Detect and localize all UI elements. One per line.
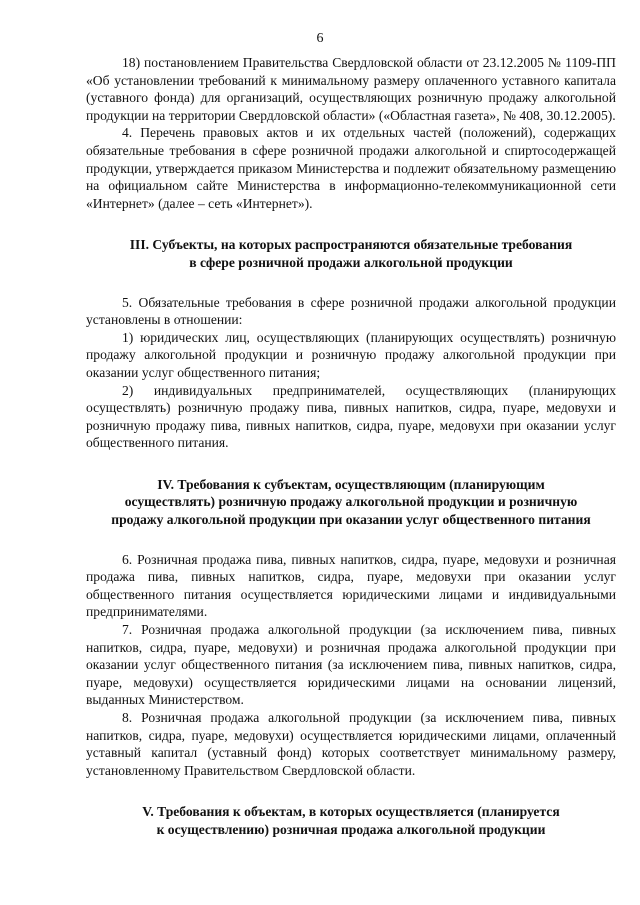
- paragraph-item-8: 8. Розничная продажа алкогольной продукции (за исключением пива, пивных напитков, сидра, пуаре, медовухи) осуществляется юридическими лицами, оплаченный уставный капитал (уставный фонд) которых соответствует минимальному размеру, установленному Правительством Свердловской области.: [86, 710, 616, 778]
- paragraph-item-6: 6. Розничная продажа пива, пивных напитков, сидра, пуаре, медовухи и розничная продажа пива, пивных напитков, сидра, пуаре, медовухи при оказании услуг общественного питания осуществляется юридическими лицами и индивидуальными предпринимателями.: [86, 551, 616, 620]
- paragraph-item-18: 18) постановлением Правительства Свердловской области от 23.12.2005 № 1109-ПП «Об установлении требований к минимальному размеру оплаченного уставного капитала (уставного фонда) для организаций, осуществляющих розничную продажу алкогольной продукции на территории Свердловской области» («Областная газета», № 408, 30.12.2005).: [86, 55, 616, 123]
- section-5-heading-line: к осуществлению) розничная продажа алкогольной продукции: [156, 821, 546, 837]
- paragraph-item-4: 4. Перечень правовых актов и их отдельных частей (положений), содержащих обязательные требования в сфере розничной продажи алкогольной и спиртосодержащей продукции, утверждается приказом Министерства и подлежит обязательному размещению на официальном сайте Министерства в информационно-телекоммуникационной сети «Интернет» (далее – сеть «Интернет»).: [86, 125, 616, 211]
- section-4-heading-line: IV. Требования к субъектам, осуществляющим (планирующим: [157, 476, 545, 492]
- section-3-heading-line: III. Субъекты, на которых распространяются обязательные требования: [129, 237, 573, 253]
- section-4-heading: [86, 476, 616, 529]
- paragraph-item-7: 7. Розничная продажа алкогольной продукции (за исключением пива, пивных напитков, сидра, пуаре, медовухи) и розничная продажа алкогольной продукции при оказании услуг общественного питания (за исключением пива, пивных напитков, сидра, пуаре, медовухи) осуществляется юридическими лицами на основании лицензий, выданных Министерством.: [86, 622, 616, 708]
- page-number: 6: [316, 31, 324, 46]
- section-4-heading-line: продажу алкогольной продукции при оказании услуг общественного питания: [111, 512, 591, 528]
- paragraph-subitem-1: 1) юридических лиц, осуществляющих (планирующих осуществлять) розничную продажу алкогольной продукции и розничную продажу алкогольной продукции при оказании услуг общественного питания;: [86, 329, 616, 380]
- section-3-heading: [86, 236, 616, 271]
- section-5-heading-line: V. Требования к объектам, в которых осуществляется (планируется: [142, 804, 560, 820]
- paragraph-item-5: 5. Обязательные требования в сфере розничной продажи алкогольной продукции установлены в отношении:: [86, 294, 616, 328]
- section-3-heading-line: в сфере розничной продажи алкогольной продукции: [189, 254, 513, 270]
- paragraph-subitem-2: 2) индивидуальных предпринимателей, осуществляющих (планирующих осуществлять) розничную продажу пива, пивных напитков, сидра, пуаре, медовухи и розничную продажу пива, пивных напитков, сидра, пуаре, медовухи при оказании услуг общественного питания.: [86, 382, 616, 451]
- section-5-heading: [86, 803, 616, 838]
- section-4-heading-line: осуществлять) розничную продажу алкогольной продукции и розничную: [124, 494, 578, 510]
